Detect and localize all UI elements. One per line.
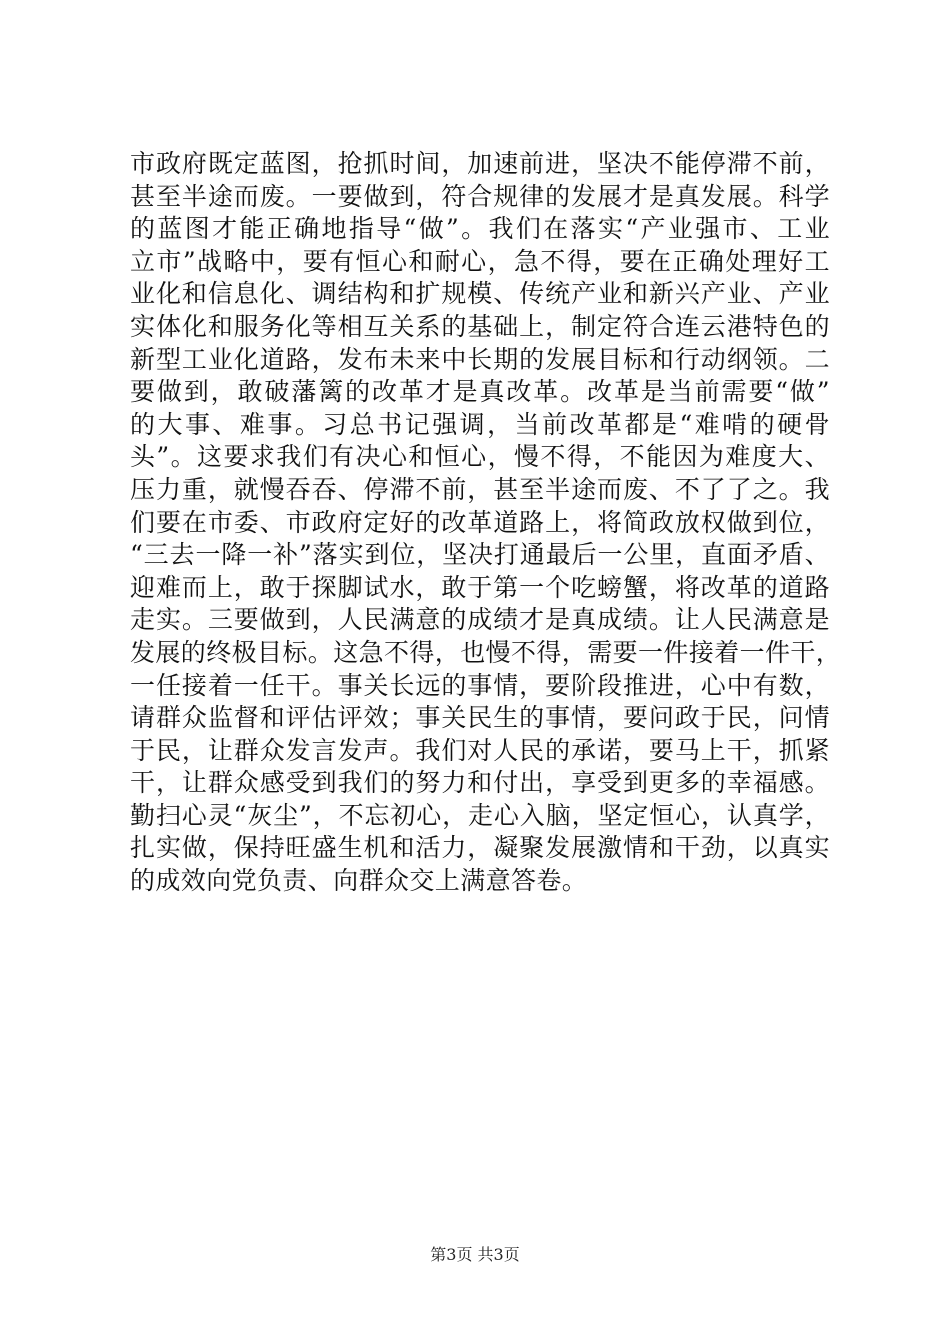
text-line: 扎实做，保持旺盛生机和活力，凝聚发展激情和干劲，以真实: [130, 833, 830, 863]
text-line: 要做到，敢破藩篱的改革才是真改革。改革是当前需要“做”: [130, 377, 830, 407]
text-line: “三去一降一补”落实到位，坚决打通最后一公里，直面矛盾、: [130, 540, 830, 570]
text-line: 于民，让群众发言发声。我们对人民的承诺，要马上干，抓紧: [130, 735, 830, 765]
page-footer: 第3页 共3页: [430, 1245, 520, 1264]
text-line: 的成效向党负责、向群众交上满意答卷。: [130, 866, 588, 896]
text-line: 干，让群众感受到我们的努力和付出，享受到更多的幸福感。: [130, 768, 830, 798]
text-line: 压力重，就慢吞吞、停滞不前，甚至半途而废、不了了之。我: [130, 474, 830, 504]
body-paragraph: [130, 148, 842, 898]
text-line: 请群众监督和评估评效；事关民生的事情，要问政于民，问情: [130, 703, 830, 733]
text-line: 的大事、难事。习总书记强调，当前改革都是“难啃的硬骨: [130, 409, 830, 439]
text-line: 实体化和服务化等相互关系的基础上，制定符合连云港特色的: [130, 311, 830, 341]
text-line: 一任接着一任干。事关长远的事情，要阶段推进，心中有数，: [130, 670, 830, 700]
text-line: 勤扫心灵“灰尘”，不忘初心，走心入脑，坚定恒心，认真学，: [130, 800, 830, 830]
text-line: 新型工业化道路，发布未来中长期的发展目标和行动纲领。二: [130, 344, 830, 374]
text-line: 迎难而上，敢于探脚试水，敢于第一个吃螃蟹，将改革的道路: [130, 572, 830, 602]
text-line: 甚至半途而废。一要做到，符合规律的发展才是真发展。科学: [130, 181, 830, 211]
text-line: 走实。三要做到，人民满意的成绩才是真成绩。让人民满意是: [130, 605, 830, 635]
text-line: 市政府既定蓝图，抢抓时间，加速前进，坚决不能停滞不前，: [130, 149, 830, 178]
text-line: 业化和信息化、调结构和扩规模、传统产业和新兴产业、产业: [130, 279, 830, 309]
text-line: 头”。这要求我们有决心和恒心，慢不得，不能因为难度大、: [130, 442, 830, 472]
text-line: 立市”战略中，要有恒心和耐心，急不得，要在正确处理好工: [130, 246, 830, 276]
text-line: 们要在市委、市政府定好的改革道路上，将简政放权做到位，: [130, 507, 830, 537]
text-line: 发展的终极目标。这急不得，也慢不得，需要一件接着一件干，: [130, 637, 842, 667]
text-line: 的蓝图才能正确地指导“做”。我们在落实“产业强市、工业: [130, 214, 830, 244]
